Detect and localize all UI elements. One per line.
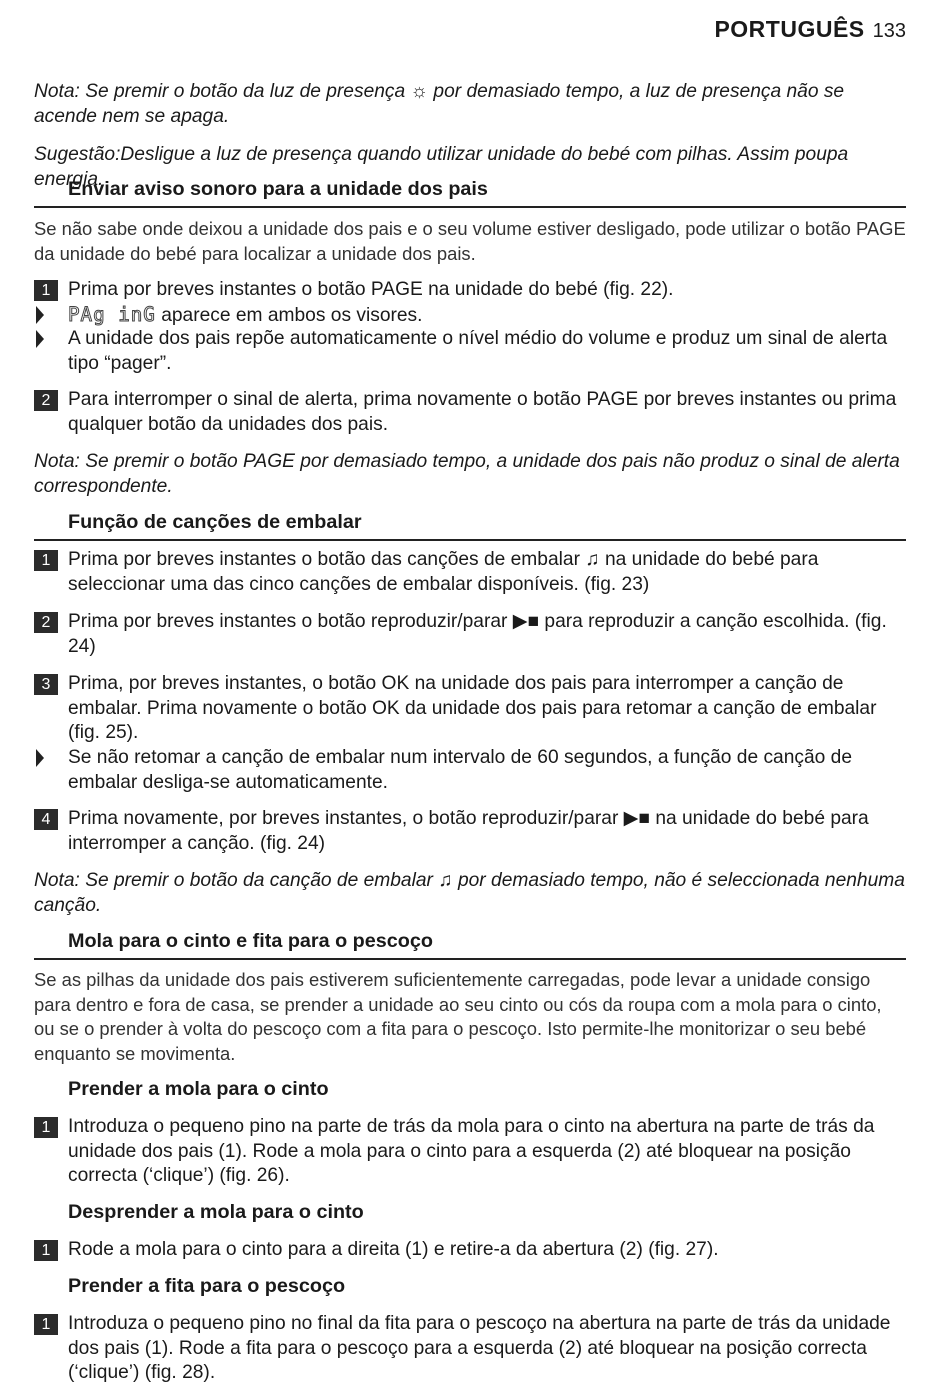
bullet-text: A unidade dos pais repõe automaticamente o nível médio do volume e produz um sinal de alerta tipo “pager”. [68, 328, 888, 374]
page-number: 133 [872, 20, 906, 42]
detach-clip-step-1 [34, 1238, 906, 1263]
bullet-text: Se não retomar a canção de embalar num intervalo de 60 segundos, a função de canção de embalar desliga-se automaticamente. [68, 747, 853, 793]
subheading-neck-cord: Prender a fita para o pescoço [68, 1275, 346, 1297]
section-heading-clip [34, 928, 906, 960]
note-presence-light: Nota: Se premir o botão da luz de presença ☼ por demasiado tempo, a luz de presença não se acende nem se apaga. [34, 81, 845, 127]
bullet-marker [36, 306, 44, 324]
step-number-badge: 2 [34, 390, 58, 411]
section-title: Função de canções de embalar [68, 511, 362, 533]
section-title: Mola para o cinto e fita para o pescoço [68, 930, 433, 952]
lullaby-note: Nota: Se premir o botão da canção de embalar ♫ por demasiado tempo, não é seleccionada nenhuma canção. [34, 870, 905, 916]
section-heading-lullaby [34, 509, 906, 541]
subheading-detach-clip: Desprender a mola para o cinto [68, 1201, 364, 1223]
neck-cord-step-1 [34, 1312, 906, 1386]
clip-intro: Se as pilhas da unidade dos pais estiverem suficientemente carregadas, pode levar a unidade consigo para dentro e fora de casa, se prender a unidade ao seu cinto ou cós da roupa com a mola para o cinto, ou se o prender à volta do pescoço com a fita para o pescoço. Isto permite-lhe monitorizar o seu bebé enquanto se movimenta. [34, 969, 882, 1064]
paging-bullet-1 [34, 303, 906, 329]
step-text: Introduza o pequeno pino no final da fita para o pescoço na abertura na parte de trás da unidade dos pais (1). Rode a fita para o pescoço para a esquerda (2) até bloquear na posição correcta (‘clique’) (fig. 28). [68, 1313, 891, 1383]
step-text: Rode a mola para o cinto para a direita (1) e retire-a da abertura (2) (fig. 27). [68, 1239, 719, 1260]
lullaby-step-3 [34, 672, 906, 746]
section-heading-paging [34, 176, 906, 208]
step-number-badge: 3 [34, 674, 58, 695]
step-text: Prima por breves instantes o botão reproduzir/parar ▶■ para reproduzir a canção escolhida. (fig. 24) [68, 611, 887, 657]
language-title: PORTUGUÊS [714, 16, 865, 42]
bullet-marker [36, 330, 44, 348]
lullaby-bullet [34, 746, 906, 795]
step-text: Prima por breves instantes o botão das canções de embalar ♫ na unidade do bebé para seleccionar uma das cinco canções de embalar disponíveis. (fig. 23) [68, 549, 819, 595]
lullaby-step-1 [34, 548, 906, 597]
step-text: Para interromper o sinal de alerta, prima novamente o botão PAGE por breves instantes ou prima qualquer botão da unidades dos pais. [68, 389, 897, 435]
lcd-display-text: PAg inG [68, 303, 156, 326]
subheading-attach-clip: Prender a mola para o cinto [68, 1078, 329, 1100]
step-number-badge: 2 [34, 612, 58, 633]
tip-presence-light: Sugestão:Desligue a luz de presença quando utilizar unidade do bebé com pilhas. Assim poupa energia. [34, 144, 849, 190]
step-text: Prima por breves instantes o botão PAGE na unidade do bebé (fig. 22). [68, 279, 674, 300]
step-number-badge: 1 [34, 1117, 58, 1138]
step-text: Introduza o pequeno pino na parte de trás da mola para o cinto na abertura na parte de trás da unidade dos pais (1). Rode a mola para o cinto para a esquerda (2) até bloquear na posição correcta (‘clique’) (fig. 26). [68, 1116, 875, 1186]
paging-bullet-2 [34, 327, 906, 376]
paging-step-1 [34, 278, 906, 303]
bullet-text: aparece em ambos os visores. [155, 305, 423, 326]
step-text: Prima novamente, por breves instantes, o botão reproduzir/parar ▶■ na unidade do bebé para interromper a canção. (fig. 24) [68, 808, 869, 854]
page-header [714, 16, 906, 43]
lullaby-step-4 [34, 807, 906, 856]
attach-clip-step-1 [34, 1115, 906, 1189]
bullet-marker [36, 749, 44, 767]
step-number-badge: 1 [34, 280, 58, 301]
lullaby-step-2 [34, 610, 906, 659]
paging-step-2 [34, 388, 906, 437]
paging-note: Nota: Se premir o botão PAGE por demasiado tempo, a unidade dos pais não produz o sinal de alerta correspondente. [34, 451, 900, 497]
section-title: Enviar aviso sonoro para a unidade dos pais [68, 178, 488, 200]
step-number-badge: 1 [34, 1314, 58, 1335]
step-number-badge: 1 [34, 550, 58, 571]
step-text: Prima, por breves instantes, o botão OK na unidade dos pais para interromper a canção de embalar. Prima novamente o botão OK da unidade dos pais para retomar a canção de embalar (fig. 25). [68, 673, 877, 743]
step-number-badge: 4 [34, 809, 58, 830]
paging-intro: Se não sabe onde deixou a unidade dos pais e o seu volume estiver desligado, pode utilizar o botão PAGE da unidade do bebé para localizar a unidade dos pais. [34, 218, 906, 264]
step-number-badge: 1 [34, 1240, 58, 1261]
